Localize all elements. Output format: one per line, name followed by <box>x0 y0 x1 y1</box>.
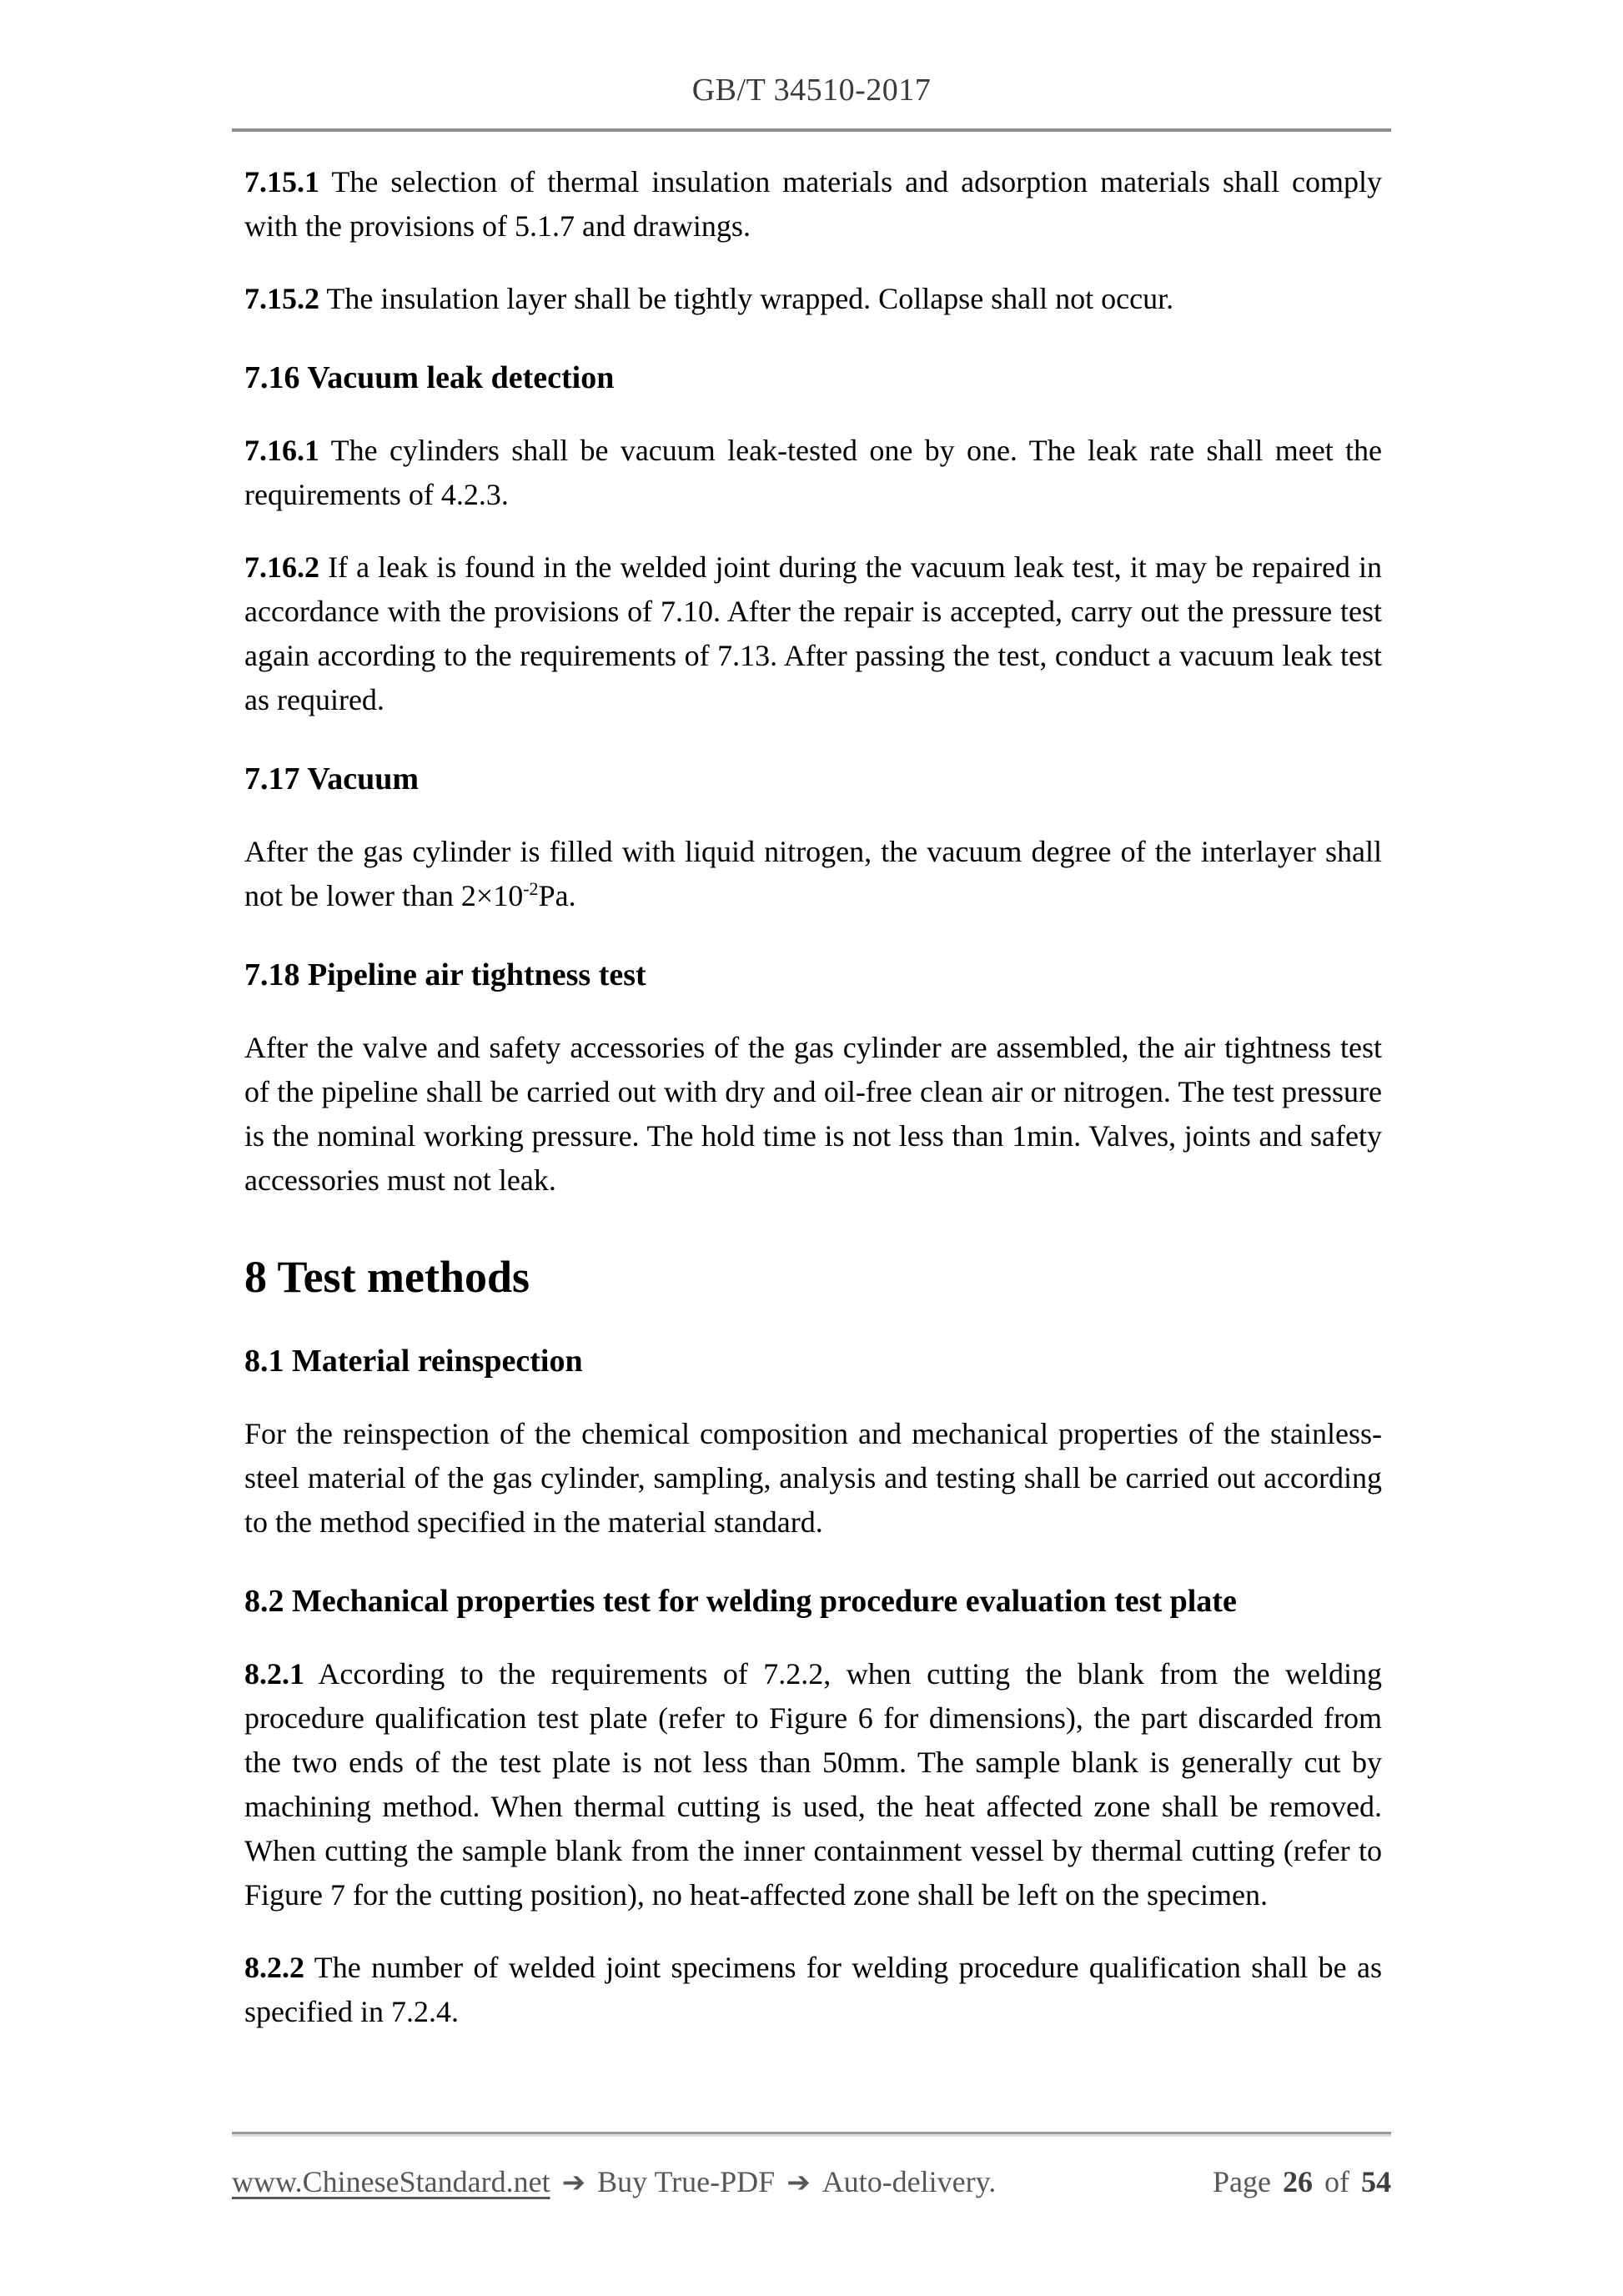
clause-7-16-1 <box>244 429 1382 517</box>
clause-text: Pa. <box>538 879 576 912</box>
clause-number: 7.15.2 <box>244 282 319 315</box>
heading-8-1: 8.1 Material reinspection <box>244 1344 583 1379</box>
clause-number: 8.2.2 <box>244 1951 304 1984</box>
of-label: of <box>1324 2165 1349 2198</box>
page-total: 54 <box>1361 2165 1391 2198</box>
clause-number: 8.2.1 <box>244 1657 304 1691</box>
header-divider <box>232 128 1391 132</box>
buy-true-pdf-label: Buy True-PDF <box>597 2165 776 2198</box>
clause-7-18 <box>244 1026 1382 1203</box>
clause-number: 7.16.1 <box>244 434 319 467</box>
footer-divider <box>232 2132 1391 2134</box>
clause-text: The insulation layer shall be tightly wrapped. Collapse shall not occur. <box>319 282 1174 315</box>
document-body <box>0 160 1623 2034</box>
footer-row <box>232 2164 1391 2199</box>
clause-8-1 <box>244 1412 1382 1545</box>
clause-8-2-2 <box>244 1946 1382 2034</box>
clause-text: For the reinspection of the chemical composition and mechanical properties of the stainless-steel material of the gas cylinder, sampling, analysis and testing shall be carried out according to the method specified in the material standard. <box>244 1417 1382 1539</box>
heading-8: 8 Test methods <box>244 1252 530 1302</box>
clause-number: 7.15.1 <box>244 165 319 198</box>
clause-text: If a leak is found in the welded joint during the vacuum leak test, it may be repaired in accordance with the provisions of 7.10. After the repair is accepted, carry out the pressure test again according to the requirements of 7.13. After passing the test, conduct a vacuum leak test as required. <box>244 550 1382 716</box>
heading-7-18: 7.18 Pipeline air tightness test <box>244 957 646 992</box>
clause-7-16-2 <box>244 545 1382 722</box>
clause-7-15-2 <box>244 277 1382 321</box>
superscript-exponent: -2 <box>523 878 539 899</box>
clause-number: 7.16.2 <box>244 550 319 584</box>
arrow-right-icon: ➔ <box>786 2166 811 2199</box>
clause-text: The cylinders shall be vacuum leak-tested one by one. The leak rate shall meet the requirements of 4.2.3. <box>244 434 1382 511</box>
clause-text: According to the requirements of 7.2.2, when cutting the blank from the welding procedure qualification test plate (refer to Figure 6 for dimensions), the part discarded from the two ends of the test plate is not less than 50mm. The sample blank is generally cut by machining method. When thermal cutting is used, the heat affected zone shall be removed. When cutting the sample blank from the inner containment vessel by thermal cutting (refer to Figure 7 for the cutting position), no heat-affected zone shall be left on the specimen. <box>244 1657 1382 1912</box>
arrow-right-icon: ➔ <box>561 2166 586 2199</box>
clause-text: After the gas cylinder is filled with liquid nitrogen, the vacuum degree of the interlayer shall not be lower than 2×10 <box>244 835 1382 912</box>
heading-7-17: 7.17 Vacuum <box>244 761 420 796</box>
clause-text: The selection of thermal insulation materials and adsorption materials shall comply with the provisions of 5.1.7 and drawings. <box>244 165 1382 243</box>
page-label: Page <box>1213 2165 1271 2198</box>
page-indicator <box>1208 2164 1391 2199</box>
clause-7-15-1 <box>244 160 1382 249</box>
page-footer <box>232 2132 1391 2199</box>
clause-8-2-1 <box>244 1652 1382 1917</box>
heading-7-16: 7.16 Vacuum leak detection <box>244 360 615 395</box>
clause-text: The number of welded joint specimens for welding procedure qualification shall be as specified in 7.2.4. <box>244 1951 1382 2028</box>
footer-promo <box>232 2164 996 2199</box>
auto-delivery-label: Auto-delivery. <box>822 2165 997 2198</box>
clause-7-17 <box>244 830 1382 918</box>
clause-text: After the valve and safety accessories of the gas cylinder are assembled, the air tightness test of the pipeline shall be carried out with dry and oil-free clean air or nitrogen. The test pressure is the nominal working pressure. The hold time is not less than 1min. Valves, joints and safety accessories must not leak. <box>244 1031 1382 1197</box>
heading-8-2: 8.2 Mechanical properties test for welding procedure evaluation test plate <box>244 1584 1237 1619</box>
page-current: 26 <box>1283 2165 1313 2198</box>
standard-number-title: GB/T 34510-2017 <box>691 73 932 108</box>
page-header <box>0 0 1623 132</box>
site-link[interactable]: www.ChineseStandard.net <box>232 2165 550 2198</box>
